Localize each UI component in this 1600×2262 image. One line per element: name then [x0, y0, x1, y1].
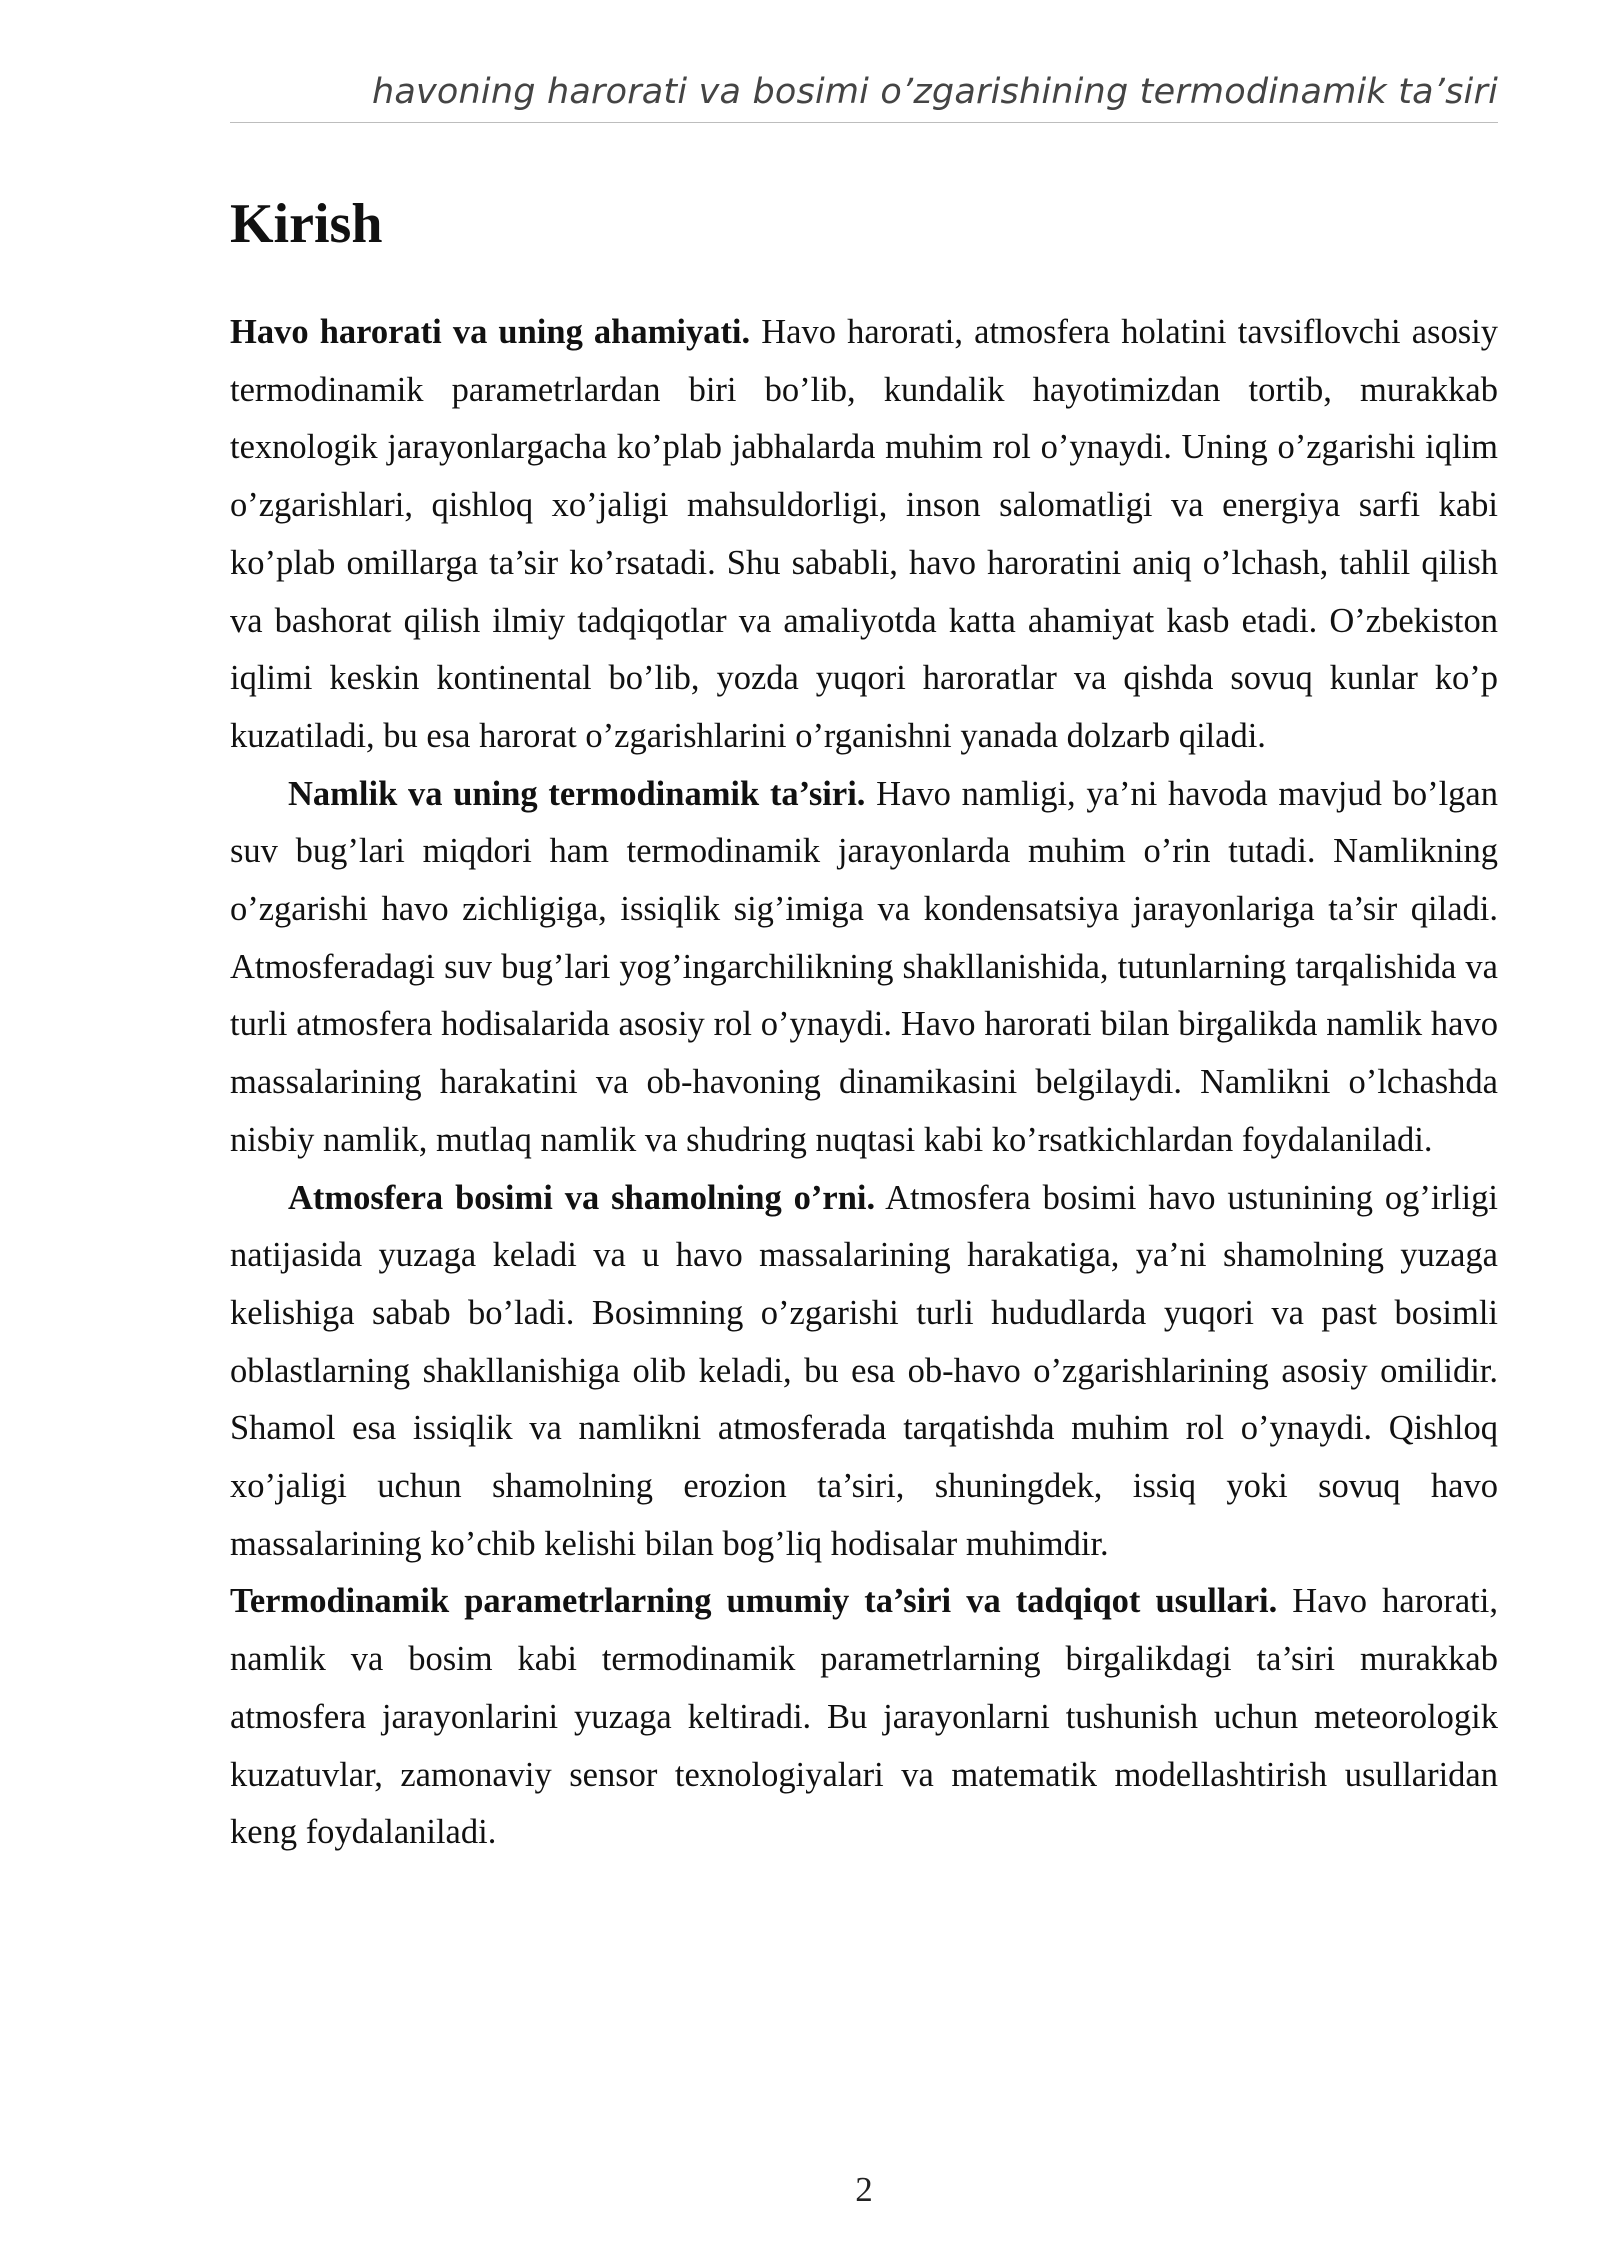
paragraph-pressure-wind	[230, 1170, 1498, 1574]
paragraph-heading: Havo harorati va uning ahamiyati.	[230, 313, 751, 351]
paragraph-air-temperature	[230, 304, 1498, 766]
paragraph-heading: Atmosfera bosimi va shamolning o’rni.	[288, 1178, 876, 1217]
section-title: Kirish	[230, 193, 383, 255]
paragraph-text: Havo harorati, namlik va bosim kabi termodinamik parametrlarning birgalikdagi ta’siri murakkab atmosfera jarayonlarini yuzaga keltiradi. Bu jarayonlarni tushunish uchun meteorologik kuzatuvlar, zamonaviy sensor texnologiyalari va matematik modellashtirish usullaridan keng foydalaniladi.	[230, 1582, 1498, 1852]
paragraph-text: Havo namligi, ya’ni havoda mavjud bo’lgan suv bug’lari miqdori ham termodinamik jarayonlarda muhim o’rin tutadi. Namlikning o’zgarishi havo zichligiga, issiqlik sig’imiga va kondensatsiya jarayonlariga ta’sir qiladi. Atmosferadagi suv bug’lari yog’ingarchilikning shakllanishida, tutunlarning tarqalishida va turli atmosfera hodisalarida asosiy rol o’ynaydi. Havo harorati bilan birgalikda namlik havo massalarining harakatini va ob-havoning dinamikasini belgilaydi. Namlikni o’lchashda nisbiy namlik, mutlaq namlik va shudring nuqtasi kabi ko’rsatkichlardan foydalaniladi.	[230, 774, 1498, 1159]
paragraph-text: Havo harorati, atmosfera holatini tavsiflovchi asosiy termodinamik parametrlardan biri bo’lib, kundalik hayotimizdan tortib, murakkab texnologik jarayonlargacha ko’plab jabhalarda muhim rol o’ynaydi. Uning o’zgarishi iqlim o’zgarishlari, qishloq xo’jaligi mahsuldorligi, inson salomatligi va energiya sarfi kabi ko’plab omillarga ta’sir ko’rsatadi. Shu sababli, havo haroratini aniq o’lchash, tahlil qilish va bashorat qilish ilmiy tadqiqotlar va amaliyotda katta ahamiyat kasb etadi. O’zbekiston iqlimi keskin kontinental bo’lib, yozda yuqori haroratlar va qishda sovuq kunlar ko’p kuzatiladi, bu esa harorat o’zgarishlarini o’rganishni yanada dolzarb qiladi.	[230, 313, 1498, 755]
running-header: havoning harorati va bosimi o’zgarishining termodinamik ta’siri	[371, 72, 1498, 112]
paragraph-heading: Namlik va uning termodinamik ta’siri.	[288, 774, 866, 813]
paragraph-heading: Termodinamik parametrlarning umumiy ta’siri va tadqiqot usullari.	[230, 1582, 1278, 1621]
paragraph-text: Atmosfera bosimi havo ustunining og’irligi natijasida yuzaga keladi va u havo massalarining harakatiga, ya’ni shamolning yuzaga kelishiga sabab bo’ladi. Bosimning o’zgarishi turli hududlarda yuqori va past bosimli oblastlarning shakllanishiga olib keladi, bu esa ob-havo o’zgarishlarining asosiy omilidir. Shamol esa issiqlik va namlikni atmosferada tarqatishda muhim rol o’ynaydi. Qishloq xo’jaligi uchun shamolning erozion ta’siri, shuningdek, issiq yoki sovuq havo massalarining ko’chib kelishi bilan bog’liq hodisalar muhimdir.	[230, 1178, 1498, 1563]
body-text	[230, 304, 1498, 1862]
paragraph-humidity	[230, 766, 1498, 1170]
header-divider	[230, 122, 1498, 123]
paragraph-research-methods	[230, 1573, 1498, 1862]
page-number: 2	[855, 2170, 873, 2209]
